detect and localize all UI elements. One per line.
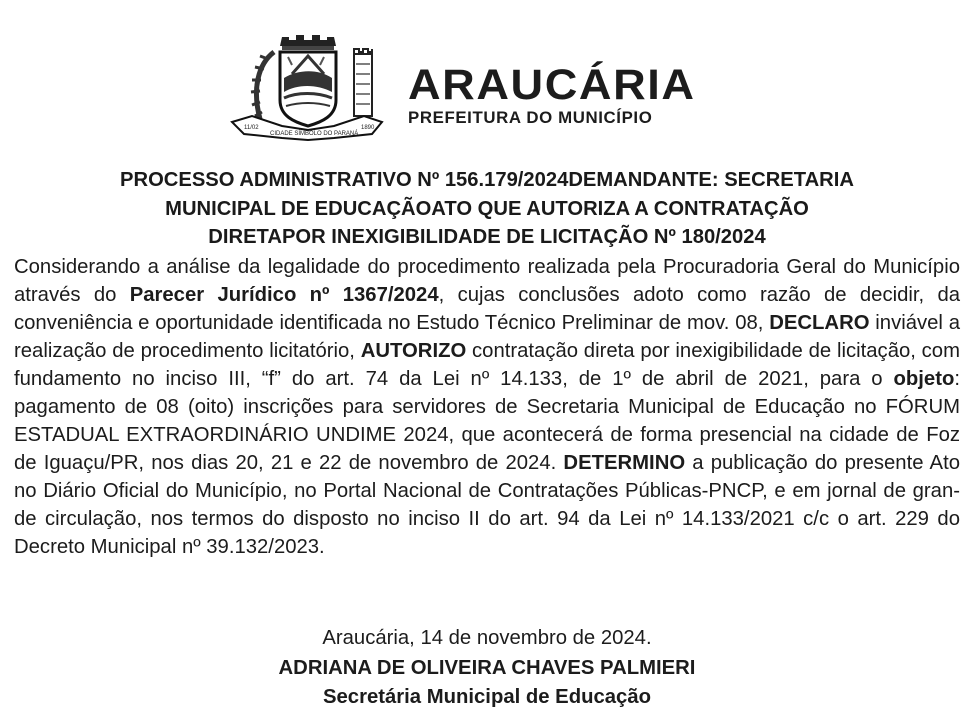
city-subtitle: PREFEITURA DO MUNICÍPIO [408, 109, 653, 127]
place-date: Araucária, 14 de novembro de 2024. [322, 627, 652, 649]
keyword-determino: DETERMINO [563, 452, 686, 474]
coat-of-arms-icon [222, 34, 394, 142]
legal-opinion-ref: Parecer Jurídico nº 1367/2024 [129, 284, 439, 306]
wordmark [408, 61, 696, 128]
body-paragraph: Considerando a análise da legalidade do procedimento realizada pela Procuradoria Geral do Município através do Parecer Jurídico nº 1367/2024, cujas conclusões adoto como razão de decidir, da conveniência e oportunidade identificada no Estudo Técnico Preliminar de mov. 08, DECLARO inviável a realização de procedimento licitatório, AUTORIZO contratação direta por inexigibilidade de licitação, com fundamento no inciso III, “f” do art. 74 da Lei nº 14.133, de 1º de abril de 2021, para o objeto: pagamento de 08 (oito) inscrições para servidores de Secretaria Municipal de Educação no FÓRUM ESTADUAL EXTRAORDINÁRIO UNDIME 2024, que acontecerá de forma presencial na cidade de Foz de Iguaçu/PR, nos dias 20, 21 e 22 de novembro de 2024. DETERMINO a publicação do presente Ato no Diário Oficial do Município, no Portal Nacional de Contratações Públicas-PNCP, e em jornal de grande circulação, nos termos do disposto no inciso II do art. 94 da Lei nº 14.133/2021 c/c o art. 229 do Decreto Municipal nº 39.132/2023. [14, 256, 961, 558]
heading-line: DIRETAPOR INEXIGIBILIDADE DE LICITAÇÃO Nº 180/2024 [208, 226, 766, 248]
svg-text:CIDADE SÍMBOLO DO PARANÁ: CIDADE SÍMBOLO DO PARANÁ [270, 131, 359, 137]
keyword-autorizo: AUTORIZO [360, 340, 467, 362]
signer-name: ADRIANA DE OLIVEIRA CHAVES PALMIERI [278, 656, 696, 679]
header-logo [222, 34, 752, 142]
keyword-declaro: DECLARO [769, 312, 870, 334]
city-name: ARAUCÁRIA [408, 61, 696, 109]
document-heading [14, 166, 960, 252]
svg-text:11/02: 11/02 [244, 125, 259, 131]
svg-text:1890: 1890 [361, 125, 375, 131]
heading-line: MUNICIPAL DE EDUCAÇÃOATO QUE AUTORIZA A CONTRATAÇÃO [165, 197, 809, 220]
keyword-objeto: objeto [893, 368, 955, 390]
signature-block [14, 624, 960, 713]
signer-role: Secretária Municipal de Educação [322, 686, 651, 708]
heading-line: PROCESSO ADMINISTRATIVO Nº 156.179/2024DEMANDANTE: SECRETARIA [120, 169, 854, 191]
